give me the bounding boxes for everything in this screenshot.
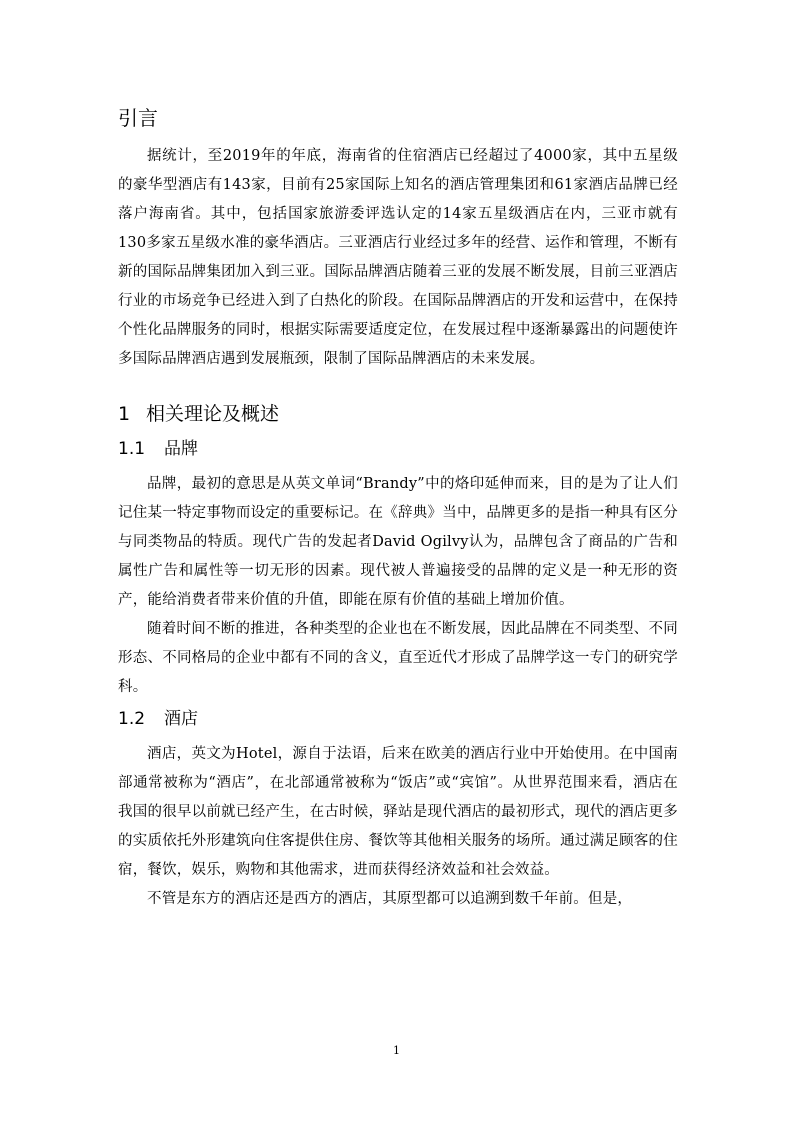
brand-paragraph-2: 随着时间不断的推进，各种类型的企业也在不断发展，因此品牌在不同类型、不同形态、不同格局的企业中都有不同的含义，直至近代才形成了品牌学这一专门的研究学科。 [118, 621, 678, 695]
intro-paragraph: 据统计，至2019年的年底，海南省的住宿酒店已经超过了4000家，其中五星级的豪华型酒店有143家，目前有25家国际上知名的酒店管理集团和61家酒店品牌已经落户海南省。其中，包括国家旅游委评选认定的14家五星级酒店在内，三亚市就有130多家五星级水准的豪华酒店。三亚酒店行业经过多年的经营、运作和管理，不断有新的国际品牌集团加入到三亚。国际品牌酒店随着三亚的发展不断发展，目前三亚酒店行业的市场竞争已经进入到了白热化的阶段。在国际品牌酒店的开发和运营中，在保持个性化品牌服务的同时，根据实际需要适度定位，在发展过程中逐渐暴露出的问题使许多国际品牌酒店遇到发展瓶颈，限制了国际品牌酒店的未来发展。 [118, 148, 678, 367]
section-1-2-heading [118, 706, 678, 732]
section-1-1-title: 品牌 [164, 439, 198, 459]
intro-heading: 引言 [118, 106, 158, 130]
section-1-heading [118, 400, 678, 428]
section-1-2-title: 酒店 [164, 709, 198, 729]
section-1-number: 1 [118, 403, 131, 425]
page-content [118, 104, 678, 914]
section-1-1-number: 1.1 [118, 439, 146, 459]
section-1-title: 相关理论及概述 [146, 403, 280, 425]
hotel-paragraph-1: 酒店，英文为Hotel，源自于法语，后来在欧美的酒店行业中开始使用。在中国南部通常被称为“酒店”，在北部通常被称为“饭店”或“宾馆”。从世界范围来看，酒店在我国的很早以前就已经产生，在古时候，驿站是现代酒店的最初形式，现代的酒店更多的实质依托外形建筑向住客提供住房、餐饮等其他相关服务的场所。通过满足顾客的住宿，餐饮，娱乐，购物和其他需求，进而获得经济效益和社会效益。 [118, 746, 678, 878]
brand-paragraph-1: 品牌，最初的意思是从英文单词“Brandy”中的烙印延伸而来，目的是为了让人们记住某一特定事物而设定的重要标记。在《辞典》当中，品牌更多的是指一种具有区分与同类物品的特质。现代广告的发起者David Ogilvy认为，品牌包含了商品的广告和属性广告和属性等一切无形的因素。现代被人普遍接受的品牌的定义是一种无形的资产，能给消费者带来价值的升值，即能在原有价值的基础上增加价值。 [118, 476, 678, 608]
section-1-1-heading [118, 436, 678, 462]
section-1-2-number: 1.2 [118, 709, 146, 729]
hotel-paragraph-2: 不管是东方的酒店还是西方的酒店，其原型都可以追溯到数千年前。但是， [147, 891, 633, 907]
page-number: 1 [393, 1044, 400, 1057]
